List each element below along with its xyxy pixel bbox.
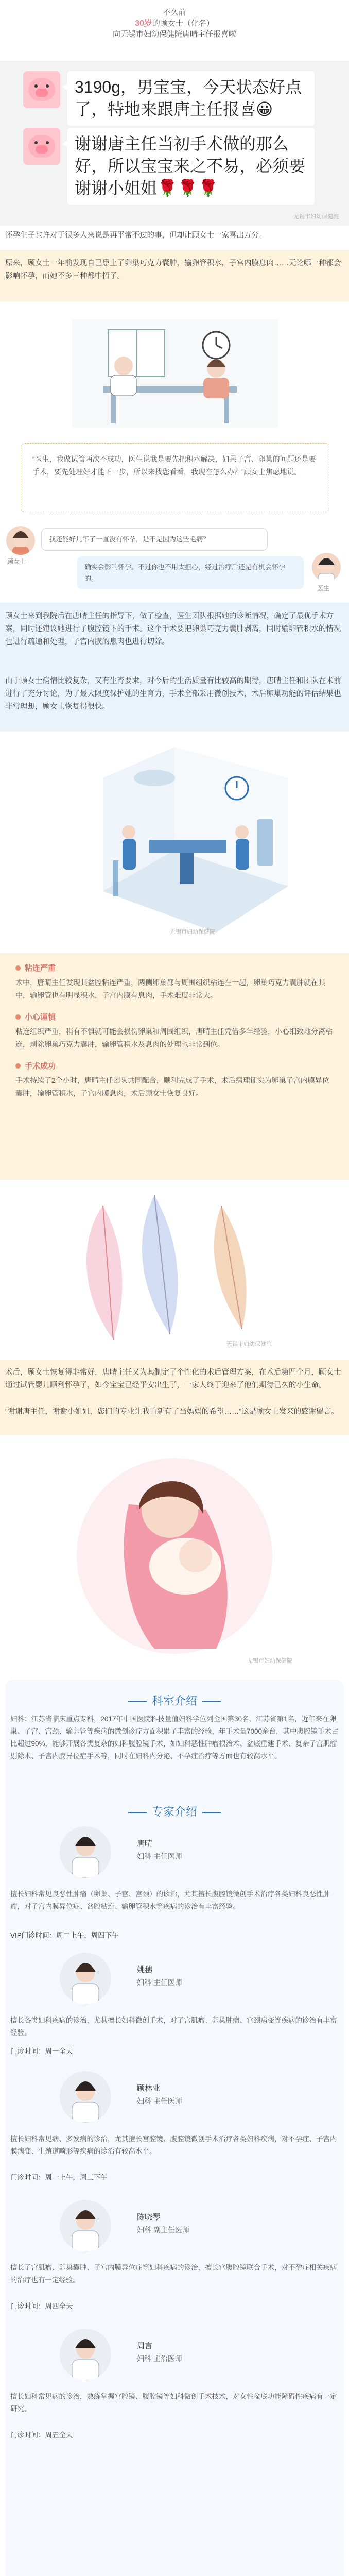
expert-title: 妇科 主任医师 (137, 1978, 182, 1987)
expert-desc-5: 擅长妇科常见病的诊治，熟练掌握宫腔镜、腹腔镜等妇科微创手术技术，对女性盆底功能障碍性疾病有一定研究。 (10, 2393, 337, 2413)
chat-text-1: 3190g，男宝宝，今天状态好点了，特地来跟唐主任报喜 (75, 78, 302, 118)
feathers-decoration (0, 1185, 349, 1355)
surgery-watermark: 无锡市妇幼保健院 (170, 929, 215, 935)
expert-hours-5: 门诊时间：周五全天 (10, 2431, 73, 2439)
point-title-3 (15, 1060, 335, 1071)
expert-desc-1: 擅长妇科常见良恶性肿瘤（卵巢、子宫、宫颈）的诊治，尤其擅长腹腔镜微创手术治疗各类妇科良恶性肿瘤，对子宫内膜异位症、盆腔粘连、输卵管积水等疾病的诊治有丰富经验。 (10, 1890, 330, 1910)
intro-paragraph: 怀孕生子也许对于很多人来说是再平常不过的事，但却让顾女士一家喜出万分。 (5, 231, 267, 240)
expert-hours-1: VIP门诊时间：周二上午，周四下午 (10, 1931, 119, 1939)
consultation-illustration (0, 309, 349, 435)
bullet-dot-icon (15, 1014, 21, 1020)
expert-photo (60, 1826, 111, 1878)
story-paragraph-2a: 顾女士来到我院后在唐晴主任的指导下，做了检查，医生团队根据她的诊断情况，确定了最优手术方案，同时还建议她进行了腹腔镜下的手术。这个手术要把卵巢巧克力囊肿剥离，同时输卵管积水的情况也进行疏通和处理，子宫内膜的息肉也进行切除。 (5, 612, 341, 646)
expert-card-1 (60, 1826, 296, 1893)
point-title-text: 粘连严重 (25, 964, 56, 973)
point-title-1 (15, 962, 335, 973)
header-line-1: 不久前 (163, 8, 186, 17)
expert-card-5 (60, 2329, 296, 2396)
patient-avatar (6, 526, 35, 555)
patient-question-bubble: 我还能好几年了一直没有怀孕，是不是因为这些毛病？ (41, 528, 268, 551)
mother-baby-illustration (0, 1443, 349, 1669)
dept-section-title (0, 1692, 349, 1708)
chat-screenshot (0, 61, 349, 226)
surgery-points-band (0, 953, 349, 1180)
expert-title: 妇科 主任医师 (137, 1852, 182, 1860)
expert-photo (60, 2200, 111, 2251)
expert-desc-3: 擅长妇科常见病、多发病的诊治，尤其擅长宫腔镜、腹腔镜微创手术治疗各类妇科疾病，对不孕症、子宫内膜病变、生殖道畸形等疾病的诊治有较高水平。 (10, 2135, 337, 2155)
rose-emoji-icon: 🌹🌹🌹 (157, 179, 219, 197)
chat-text-2: 谢谢唐主任当初手术做的那么好，所以宝宝来之不易，必须要谢谢小姐姐 (75, 134, 306, 197)
point-body-3: 手术持续了2个小时，唐晴主任团队共同配合，顺利完成了手术，术后病理证实为卵巢子宫内膜异位囊肿，输卵管积水，子宫内膜息肉，术后顾女士恢复良好。 (15, 1076, 329, 1097)
expert-card-2 (60, 1953, 296, 2020)
mother-watermark: 无锡市妇幼保健院 (247, 1658, 292, 1664)
expert-card-4 (60, 2200, 296, 2267)
patient-quote-box: “医生，我做试管两次不成功，医生说我是要先把积水解决，如果子宫、卵巢的问题还是要手术，要先处理好才能下一步，所以来找您看看，我现在怎么办？”顾女士焦虑地说。 (21, 443, 329, 512)
expert-title: 妇科 主治医师 (137, 2354, 182, 2363)
smile-emoji-icon: 😀 (256, 100, 273, 118)
surgery-scene-illustration (0, 742, 349, 943)
doctor-label: 医生 (317, 585, 330, 592)
expert-photo (60, 2329, 111, 2380)
operating-room-illustration (0, 742, 349, 943)
ending-paragraph-1: 术后，顾女士恢复得非常好，唐晴主任又为其制定了个性化的术后管理方案，在术后第四个月，顾女士通过试管婴儿顺利怀孕了，如今宝宝已经平安出生了，一家人终于迎来了他们期待已久的小生命。 (5, 1368, 341, 1389)
point-title-text: 手术成功 (25, 1062, 56, 1071)
header-patient: 的顾女士（化名） (152, 19, 214, 28)
feather-watermark: 无锡市妇幼保健院 (226, 1341, 272, 1347)
chat-bubble-2 (67, 128, 315, 205)
expert-title: 妇科 副主任医师 (137, 2226, 189, 2234)
doctor-answer-bubble: 确实会影响怀孕。不过你也不用太担心，经过治疗后还是有机会怀孕的。 (77, 556, 304, 589)
header-line-3: 向无锡市妇幼保健院唐晴主任报喜啦 (112, 30, 236, 39)
experts-title-text: 专家介绍 (151, 1805, 197, 1818)
expert-hours-3: 门诊时间：周一上午，周三下午 (10, 2174, 108, 2181)
ending-band (0, 1360, 349, 1435)
point-title-2 (15, 1011, 335, 1022)
header-line-2 (0, 18, 349, 29)
expert-photo (60, 2071, 111, 2123)
expert-name: 姚穗 (137, 1965, 153, 1974)
expert-name: 顾林业 (137, 2084, 161, 2093)
chat-watermark: 无锡市妇幼保健院 (293, 214, 339, 220)
expert-photo (60, 1953, 111, 2004)
story-band-2 (0, 603, 349, 732)
story-band-1 (0, 250, 349, 301)
bullet-dot-icon (15, 965, 21, 971)
dept-title-text: 科室介绍 (151, 1694, 197, 1707)
expert-hours-2: 门诊时间：周一全天 (10, 2047, 73, 2055)
expert-name: 唐晴 (137, 1839, 153, 1848)
article-header (0, 0, 349, 59)
expert-name: 陈晓琴 (137, 2213, 161, 2222)
dept-description: 妇科：江苏省临床重点专科，2017年中国医院科技量值妇科学位列全国第30名，江苏省第1名，近年来在卵巢、子宫、宫颈、输卵管等疾病的微创诊疗方面积累了丰富的经验，年手术量7000余台，其中腹腔镜手术占比超过90%，能够开展各类复杂的妇科腹腔镜手术，如妇科恶性肿瘤根治术、盆底重建手术、复杂子宫肌瘤剔除术、子宫内膜异位症手术等，同时在妇科内分泌、不孕症治疗等方面也有较高水平。 (10, 1715, 339, 1760)
doctor-patient-illustration (0, 309, 349, 435)
experts-section-title (0, 1803, 349, 1819)
bullet-dot-icon (15, 1063, 21, 1069)
pig-avatar-icon (23, 71, 60, 108)
expert-desc-4: 擅长子宫肌瘤、卵巢囊肿、子宫内膜异位症等妇科疾病的诊治，擅长宫腹腔镜联合手术，对不孕症相关疾病的治疗也有一定经验。 (10, 2264, 337, 2284)
point-body-2: 粘连组织严重，稍有不慎就可能会损伤卵巢和周围组织，唐晴主任凭借多年经验，小心细致地分离粘连，剥除卵巢巧克力囊肿，输卵管积水及息肉的处理也非常到位。 (15, 1027, 333, 1048)
chat-message-1 (23, 71, 315, 126)
ending-paragraph-2: “谢谢唐主任，谢谢小姐姐，您们的专业让我重新有了当妈妈的希望……”这是顾女士发来的感谢留言。 (5, 1408, 339, 1416)
header-age: 30岁 (135, 19, 152, 28)
expert-desc-2: 擅长各类妇科疾病的诊治，尤其擅长妇科微创手术，对子宫肌瘤、卵巢肿瘤、宫颈病变等疾病的诊治有丰富经验。 (10, 2016, 337, 2037)
patient-label: 顾女士 (7, 558, 26, 565)
expert-name: 周言 (137, 2342, 153, 2350)
point-body-1: 术中，唐晴主任发现其盆腔粘连严重，两侧卵巢都与周围组织粘连在一起，卵巢巧克力囊肿就在其中，输卵管也有明显积水，子宫内膜有息肉，手术难度非常大。 (15, 978, 325, 999)
mother-baby-image (0, 1443, 349, 1669)
story-paragraph-2b: 由于顾女士病情比较复杂，又有生育要求，对今后的生活质量有比较高的期待，唐晴主任和团队在术前进行了充分讨论，为了最大限度保护她的生育力，手术全部采用微创技术，术后卵巢功能的评估结果也非常理想，顾女士恢复得很快。 (5, 677, 341, 711)
feather-illustration (0, 1185, 349, 1355)
pig-avatar-icon (23, 128, 60, 165)
qa-section (0, 518, 349, 595)
chat-bubble-1 (67, 71, 315, 126)
doctor-avatar (312, 553, 341, 582)
point-title-text: 小心谨慎 (25, 1013, 56, 1022)
expert-hours-4: 门诊时间：周四全天 (10, 2302, 73, 2310)
expert-title: 妇科 主任医师 (137, 2097, 182, 2105)
story-paragraph-1: 原来，顾女士一年前发现自己患上了卵巢巧克力囊肿，输卵管积水，子宫内膜息肉……无论哪一种都会影响怀孕，而她不多三种都中招了。 (5, 259, 341, 280)
expert-card-3 (60, 2071, 296, 2138)
chat-message-2 (23, 128, 315, 205)
